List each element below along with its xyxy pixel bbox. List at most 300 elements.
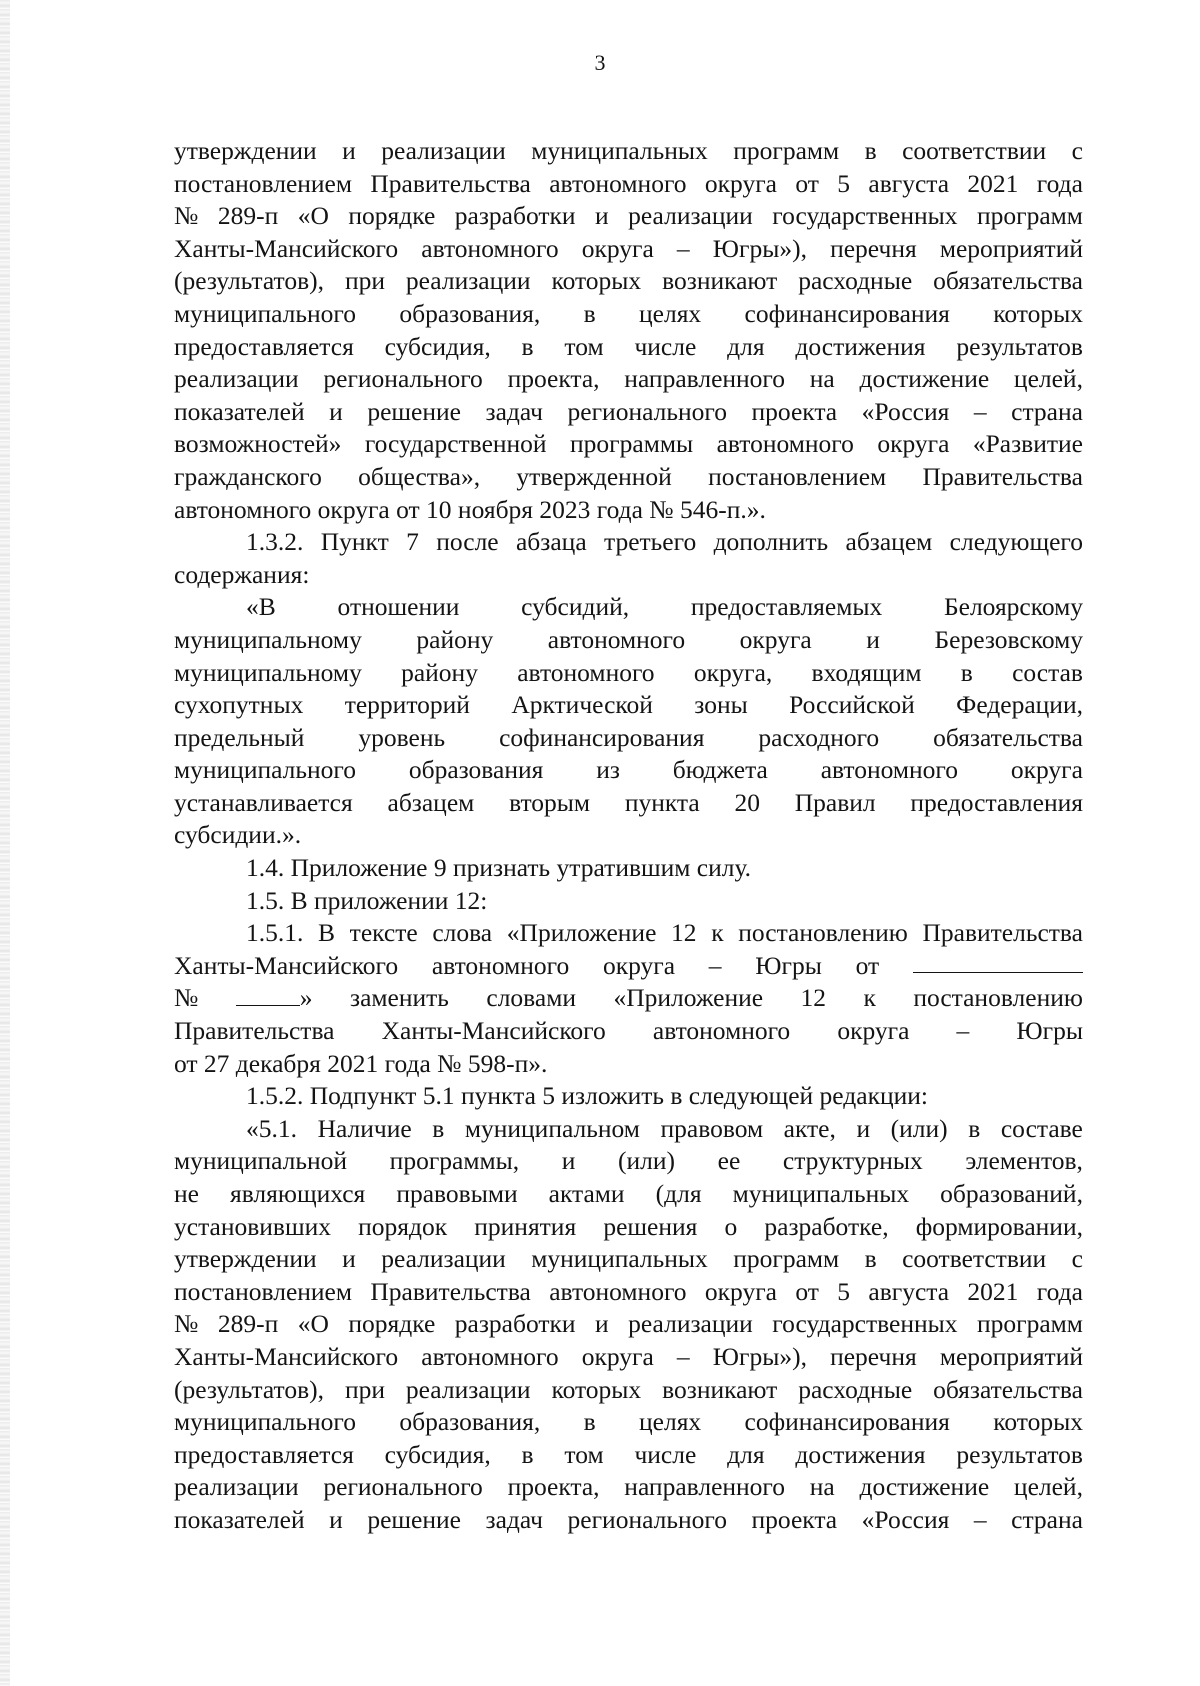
word: обязательства	[933, 722, 1083, 752]
text-line	[174, 428, 1083, 461]
word: округа	[581, 233, 654, 263]
word: округа	[877, 429, 950, 459]
word: при	[344, 266, 385, 296]
word: Наличие	[317, 1113, 412, 1143]
word: возникают	[662, 266, 778, 296]
word: регионального	[323, 1472, 483, 1502]
word: дополнить	[713, 527, 829, 557]
word: мероприятий	[939, 1341, 1083, 1371]
word: к	[863, 983, 876, 1013]
word: структурных	[782, 1146, 923, 1176]
word: 5	[837, 1276, 851, 1306]
text-line	[174, 1341, 1083, 1374]
word: «Развитие	[972, 429, 1083, 459]
word: предоставления	[910, 787, 1083, 817]
word: «О	[297, 1309, 329, 1339]
word: автономного	[431, 950, 570, 980]
word: субсидий,	[521, 592, 630, 622]
text-line	[174, 1211, 1083, 1244]
word: образования,	[399, 1407, 541, 1437]
word: В	[318, 918, 336, 948]
word: округа	[602, 950, 676, 980]
word: муниципального	[174, 1407, 356, 1437]
word: элементов,	[965, 1146, 1083, 1176]
word: разработки	[454, 1309, 576, 1339]
word: Ханты-Мансийского	[174, 233, 399, 263]
word: территорий	[344, 690, 470, 720]
word: в	[864, 136, 877, 165]
word: целях	[639, 298, 702, 328]
word: автономного	[549, 168, 687, 198]
word: которых	[551, 1374, 642, 1404]
text-line	[174, 1276, 1083, 1309]
word: Правительства	[174, 1016, 335, 1046]
scan-edge-artifact	[0, 0, 10, 1686]
word: проекта,	[507, 1472, 600, 1502]
word: расходные	[798, 266, 913, 296]
word: актами	[548, 1179, 625, 1208]
word: показателей	[174, 396, 305, 426]
word: «Россия	[861, 1504, 950, 1534]
text-line	[174, 1113, 1083, 1146]
word: возможностей»	[174, 429, 342, 459]
word: и	[329, 1504, 343, 1534]
word: муниципального	[174, 298, 356, 328]
word: регионального	[323, 364, 483, 394]
word: при	[344, 1374, 385, 1404]
word: разработки	[454, 201, 576, 231]
word: года	[1036, 168, 1083, 198]
text-line	[174, 233, 1083, 266]
word: постановлением	[708, 461, 887, 491]
word: на	[809, 364, 835, 394]
word: сухопутных	[174, 690, 304, 720]
word: регионального	[567, 396, 727, 426]
text-line	[174, 1439, 1083, 1472]
word: в	[583, 298, 596, 328]
word: Арктической	[511, 690, 653, 720]
text-line	[174, 1015, 1083, 1048]
word: расходного	[758, 722, 880, 752]
word: от	[855, 950, 880, 980]
word: регионального	[567, 1504, 727, 1534]
word: (для	[655, 1179, 702, 1208]
word: составе	[1000, 1113, 1083, 1143]
word: округа	[1010, 755, 1083, 785]
word: муниципальной	[174, 1146, 348, 1176]
word: утверждении	[174, 136, 317, 165]
word: автономного	[652, 1016, 791, 1046]
word: Югры»),	[712, 1341, 807, 1371]
word: расходные	[798, 1374, 913, 1404]
word: августа	[868, 168, 950, 198]
word: образования	[408, 755, 544, 785]
word: из	[596, 755, 620, 785]
word: следующего	[949, 527, 1083, 557]
word: утвержденной	[516, 461, 672, 491]
word: району	[401, 657, 478, 687]
word: автономного	[421, 1341, 559, 1371]
word: обязательства	[933, 1374, 1083, 1404]
word: возникают	[662, 1374, 778, 1404]
word: на	[809, 1472, 835, 1502]
word: пункта	[624, 787, 700, 817]
word: заменить	[350, 983, 449, 1013]
word	[236, 982, 313, 1015]
word: постановлением	[174, 168, 353, 198]
word: ее	[717, 1146, 741, 1176]
word: 1.5.1.	[246, 918, 304, 948]
word: слова	[432, 918, 493, 948]
word: достижение	[859, 364, 990, 394]
word: и	[595, 201, 609, 231]
word: принятия	[474, 1211, 577, 1241]
text-line	[174, 1471, 1083, 1504]
word: достижение	[859, 1472, 990, 1502]
word: Правительства	[922, 461, 1083, 491]
word: реализации	[174, 1472, 299, 1502]
word: направленного	[624, 364, 786, 394]
word: программ	[977, 1309, 1083, 1339]
word: целей,	[1013, 364, 1083, 394]
word: решение	[367, 1504, 461, 1534]
word: формировании,	[915, 1211, 1083, 1241]
word: муниципальных	[531, 136, 708, 165]
word: муниципальному	[174, 657, 362, 687]
word: перечня	[830, 233, 917, 263]
word: округа	[837, 1016, 910, 1046]
word: софинансирования	[744, 1407, 950, 1437]
text-line	[174, 298, 1083, 331]
word: автономного	[517, 657, 655, 687]
word: «О	[297, 201, 329, 231]
word: о	[724, 1211, 738, 1241]
word: достижения	[795, 1439, 926, 1469]
text-line	[174, 657, 1083, 690]
text-line	[174, 526, 1083, 559]
word: страна	[1011, 396, 1083, 426]
word: зоны	[694, 690, 748, 720]
word: 12	[671, 918, 697, 948]
word: –	[676, 233, 690, 263]
word: предоставляется	[174, 1439, 354, 1469]
word: (или)	[618, 1146, 676, 1176]
word: задач	[485, 396, 543, 426]
word: установивших	[174, 1211, 331, 1241]
word: автономного	[549, 1276, 687, 1306]
word: Ханты-Мансийского	[174, 950, 399, 980]
word: автономного	[820, 755, 959, 785]
word: в	[968, 1113, 981, 1143]
word: тексте	[349, 918, 418, 948]
word: Югры»),	[712, 233, 807, 263]
word: 1.3.2.	[246, 527, 304, 557]
word: 289-п	[217, 1309, 279, 1339]
word: отношении	[337, 592, 460, 622]
word: показателей	[174, 1504, 305, 1534]
text-line	[174, 917, 1083, 950]
word: результатов	[956, 1439, 1083, 1469]
text-line: автономного округа от 10 ноября 2023 года № 546-п.».	[174, 494, 766, 524]
word: округа	[704, 1276, 777, 1306]
word: Правил	[794, 787, 876, 817]
text-line	[174, 787, 1083, 820]
word: целей,	[1013, 1472, 1083, 1502]
text-line: 1.5.2. Подпункт 5.1 пункта 5 изложить в следующей редакции:	[246, 1081, 928, 1111]
word: целях	[639, 1407, 702, 1437]
word: муниципальных	[732, 1179, 910, 1208]
word: Ханты-Мансийского	[381, 1016, 606, 1046]
word: в	[583, 1407, 596, 1437]
word: числе	[634, 331, 697, 361]
word: правовом	[660, 1113, 764, 1143]
word: району	[416, 624, 494, 654]
word: с	[1071, 136, 1083, 165]
blank-number-field	[236, 983, 300, 1006]
word: округа,	[693, 657, 773, 687]
word: общества»,	[358, 461, 481, 491]
word: соответствии	[902, 136, 1047, 165]
text-line	[174, 591, 1083, 624]
word: автономного	[547, 624, 686, 654]
word: предоставляется	[174, 331, 354, 361]
word: 7	[406, 527, 419, 557]
word: разработке,	[764, 1211, 889, 1241]
word: предоставляемых	[690, 592, 883, 622]
word: гражданского	[174, 461, 322, 491]
word: реализации	[381, 1244, 506, 1274]
word: №	[174, 201, 199, 231]
word: Пункт	[320, 527, 389, 557]
word: софинансирования	[499, 722, 705, 752]
word: абзацем	[387, 787, 475, 817]
word-suffix: »	[299, 983, 313, 1013]
word: утверждении	[174, 1244, 317, 1274]
word: после	[436, 527, 499, 557]
text-line: 1.4. Приложение 9 признать утратившим силу.	[246, 853, 752, 883]
text-line	[174, 1243, 1083, 1276]
word: и	[329, 396, 343, 426]
word: в	[432, 1113, 445, 1143]
text-line	[174, 624, 1083, 657]
word: в	[521, 1439, 534, 1469]
text-line	[174, 1178, 1083, 1211]
word: «В	[246, 592, 276, 622]
word: постановлению	[913, 983, 1083, 1013]
word: являющихся	[230, 1179, 366, 1208]
word: и	[342, 136, 356, 165]
text-line: субсидии.».	[174, 820, 302, 850]
text-line	[174, 722, 1083, 755]
word: обязательства	[933, 266, 1083, 296]
word: в	[960, 657, 973, 687]
text-line	[174, 168, 1083, 201]
word: абзаца	[515, 527, 587, 557]
word: государственных	[772, 1309, 958, 1339]
text-line	[174, 982, 1083, 1015]
text-line	[174, 135, 1083, 168]
text-line: содержания:	[174, 559, 310, 589]
word: образования,	[399, 298, 541, 328]
word: –	[956, 1016, 970, 1046]
word: порядке	[348, 1309, 436, 1339]
word: года	[1036, 1276, 1083, 1306]
word: «Приложение	[506, 918, 657, 948]
text-line	[174, 689, 1083, 722]
word: акте,	[783, 1113, 836, 1143]
word: решение	[367, 396, 461, 426]
text-line	[174, 1374, 1083, 1407]
word: образований,	[940, 1179, 1083, 1208]
word: 20	[734, 787, 760, 817]
word: соответствии	[902, 1244, 1047, 1274]
word: –	[708, 950, 722, 980]
word: Российской	[789, 690, 915, 720]
word: в	[864, 1244, 877, 1274]
word: вторым	[509, 787, 591, 817]
word: страна	[1011, 1504, 1083, 1534]
word: словами	[486, 983, 576, 1013]
word: том	[564, 331, 604, 361]
word: программ	[733, 136, 840, 165]
word: округа	[581, 1341, 654, 1371]
word: результатов	[956, 331, 1083, 361]
word: не	[174, 1179, 199, 1208]
word: муниципальном	[464, 1113, 640, 1143]
word: 2021	[967, 168, 1019, 198]
word: субсидия,	[384, 1439, 491, 1469]
word: решения	[603, 1211, 698, 1241]
word: Березовскому	[934, 624, 1083, 654]
word: проекта	[751, 1504, 838, 1534]
word: Ханты-Мансийского	[174, 1341, 399, 1371]
text-line	[174, 363, 1083, 396]
word: для	[727, 331, 765, 361]
word: 2021	[967, 1276, 1019, 1306]
word: округа	[704, 168, 777, 198]
word: которых	[993, 1407, 1083, 1437]
word: муниципальных	[531, 1244, 708, 1274]
word: (результатов),	[174, 1374, 324, 1404]
word: реализации	[628, 201, 753, 231]
word: Югры	[755, 950, 822, 980]
word: уровень	[358, 722, 446, 752]
word: в	[521, 331, 534, 361]
word: и	[866, 624, 880, 654]
word: «Приложение	[613, 983, 764, 1013]
text-line	[174, 1145, 1083, 1178]
word: государственных	[772, 201, 958, 231]
word: мероприятий	[939, 233, 1083, 263]
word: том	[564, 1439, 604, 1469]
word: и	[342, 1244, 356, 1274]
word: и	[561, 1146, 576, 1176]
text-line: 1.5. В приложении 12:	[246, 885, 488, 915]
word: (или)	[890, 1113, 948, 1143]
word: реализации	[381, 136, 506, 165]
word: Федерации,	[956, 690, 1083, 720]
word: реализации	[405, 266, 531, 296]
word: 289-п	[217, 201, 279, 231]
word: 12	[800, 983, 827, 1013]
word: –	[973, 1504, 987, 1534]
word: реализации	[174, 364, 299, 394]
word: и	[856, 1113, 871, 1143]
word: муниципальному	[174, 624, 362, 654]
word: абзацем	[845, 527, 933, 557]
word: порядок	[358, 1211, 448, 1241]
text-line	[174, 1406, 1083, 1439]
word: Правительства	[370, 1276, 531, 1306]
word: состав	[1012, 657, 1083, 687]
blank-date-field	[913, 950, 1083, 973]
word: бюджета	[672, 755, 768, 785]
text-line	[174, 754, 1083, 787]
word: Правительства	[370, 168, 531, 198]
word: 5	[837, 168, 851, 198]
word: правовыми	[396, 1179, 518, 1208]
word: субсидия,	[384, 331, 491, 361]
word: достижения	[795, 331, 926, 361]
text-line	[174, 461, 1083, 494]
word: третьего	[604, 527, 697, 557]
text-line	[174, 1308, 1083, 1341]
text-line	[174, 331, 1083, 364]
word: №	[174, 1309, 199, 1339]
word: автономного	[716, 429, 854, 459]
text-line: от 27 декабря 2021 года № 598-п».	[174, 1048, 548, 1078]
page-number: 3	[594, 50, 606, 75]
word: от	[795, 168, 819, 198]
word: к	[711, 918, 724, 948]
word: с	[1071, 1244, 1083, 1274]
word: программы	[570, 429, 694, 459]
word: Югры	[1016, 1016, 1083, 1046]
word: автономного	[421, 233, 559, 263]
word: «5.1.	[246, 1113, 297, 1143]
text-line	[174, 200, 1083, 233]
document-body	[174, 135, 1083, 1537]
word: софинансирования	[744, 298, 950, 328]
word: государственной	[364, 429, 547, 459]
word: которых	[993, 298, 1083, 328]
word: проекта,	[507, 364, 600, 394]
word: для	[727, 1439, 765, 1469]
word: проекта	[751, 396, 838, 426]
word: постановлению	[738, 918, 908, 948]
word: №	[174, 983, 199, 1013]
word: входящим	[811, 657, 922, 687]
word: –	[973, 396, 987, 426]
text-line	[174, 265, 1083, 298]
word: Белоярскому	[944, 592, 1083, 622]
text-line	[174, 1504, 1083, 1537]
word: устанавливается	[174, 787, 353, 817]
word: задач	[485, 1504, 543, 1534]
word: числе	[634, 1439, 697, 1469]
word: –	[676, 1341, 690, 1371]
word: (результатов),	[174, 266, 324, 296]
word: «Россия	[861, 396, 950, 426]
word: предельный	[174, 722, 305, 752]
word: программ	[977, 201, 1083, 231]
word: Правительства	[922, 918, 1083, 948]
text-line	[174, 396, 1083, 429]
word: округа	[739, 624, 812, 654]
word: реализации	[628, 1309, 753, 1339]
word: которых	[551, 266, 642, 296]
word: постановлением	[174, 1276, 353, 1306]
